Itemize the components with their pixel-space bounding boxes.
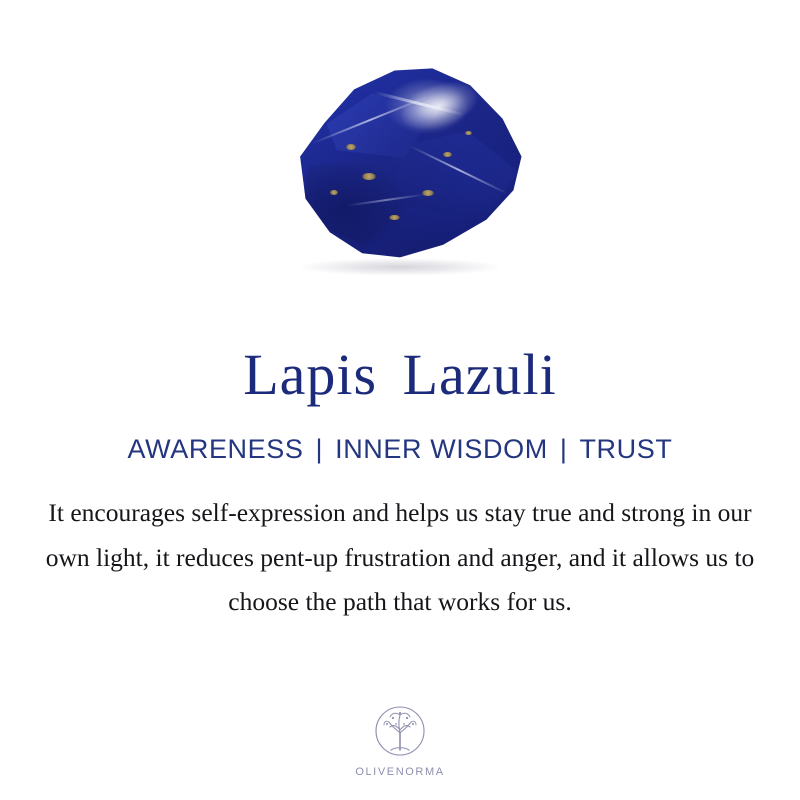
keyword-list xyxy=(128,434,673,465)
stone-body xyxy=(265,60,535,270)
keyword-separator: | xyxy=(559,434,568,464)
description-text: It encourages self-expression and helps us stay true and strong in our own light, it reduces pent-up frustration and anger, and it allows us to choose the path that works for us. xyxy=(45,498,755,617)
page-title: Lapis Lazuli xyxy=(243,342,557,407)
stone-image-area xyxy=(0,0,800,320)
brand-logo xyxy=(340,700,460,778)
pyrite-fleck xyxy=(346,144,356,150)
brand-name: OLIVENORMA xyxy=(355,766,445,778)
keyword-inner-wisdom: INNER WISDOM xyxy=(335,434,548,464)
keyword-trust: TRUST xyxy=(579,434,673,464)
keyword-awareness: AWARENESS xyxy=(127,434,304,464)
pyrite-fleck xyxy=(389,215,400,220)
tree-of-life-icon xyxy=(369,700,431,762)
stone-facet xyxy=(389,131,519,228)
keyword-separator: | xyxy=(315,434,324,464)
lapis-lazuli-stone-image xyxy=(265,60,535,270)
pyrite-fleck xyxy=(422,190,434,196)
stone-shadow xyxy=(297,258,502,276)
